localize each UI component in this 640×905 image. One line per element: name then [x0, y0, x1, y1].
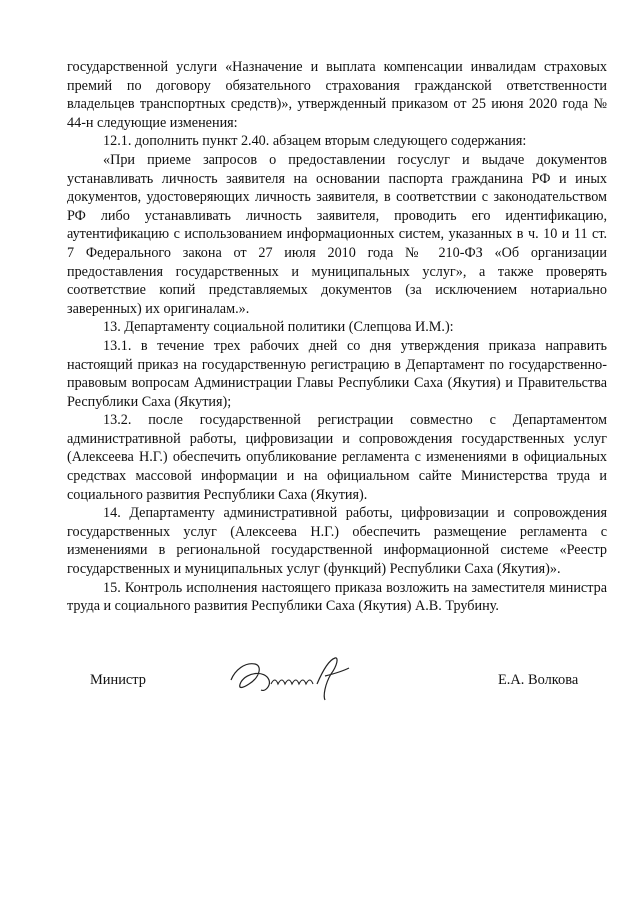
paragraph-12-1: 12.1. дополнить пункт 2.40. абзацем вторым следующего содержания: [103, 133, 527, 150]
paragraph-intro: государственной услуги «Назначение и выплата компенсации инвалидам страховых премий по договору обязательного страхования гражданской ответственности владельцев транспортных средств)», утвержденный приказом от 25 июня 2020 года № 44-н следующие изменения: [67, 59, 607, 131]
handwritten-signature [225, 650, 355, 702]
signatory-position: Министр [90, 672, 146, 688]
paragraph-13-2: 13.2. после государственной регистрации совместно с Департаментом административной работы, цифровизации и сопровождения государственных услуг (Алексеева Н.Г.) обеспечить опубликование регламента с изменениями в официальных средствах массовой информации и на официальном сайте Министерства труда и социального развития Республики Саха (Якутия). [67, 412, 607, 503]
paragraph-14: 14. Департаменту административной работы, цифровизации и сопровождения государственных услуг (Алексеева Н.Г.) обеспечить размещение регламента с изменениями в региональной государственной информационной системе «Реестр государственных и муниципальных услуг (функций) Республики Саха (Якутия)». [67, 505, 607, 578]
signatory-name: Е.А. Волкова [498, 672, 579, 688]
paragraph-13: 13. Департаменту социальной политики (Слепцова И.М.): [103, 319, 454, 336]
document-body [67, 58, 607, 616]
paragraph-15: 15. Контроль исполнения настоящего приказа возложить на заместителя министра труда и социального развития Республики Саха (Якутия) А.В. Трубину. [67, 579, 607, 615]
paragraph-13-1: 13.1. в течение трех рабочих дней со дня утверждения приказа направить настоящий приказ на государственную регистрацию в Департамент по государственно-правовым вопросам Администрации Главы Республики Саха (Якутия) и Правительства Республики Саха (Якутия); [67, 337, 607, 410]
paragraph-quote: «При приеме запросов о предоставлении госуслуг и выдаче документов устанавливать личность заявителя на основании паспорта гражданина РФ и иных документов, удостоверяющих личность заявителя, в соответствии с законодательством РФ либо устанавливать личность заявителя, проводить его идентификацию, аутентификацию с использованием информационных систем, указанных в ч. 10 и 11 ст. 7 Федерального закона от 27 июля 2010 года № 210-ФЗ «Об организации предоставления государственных и муниципальных услуг», а также проверять соответствие копий представляемых документов (за исключением нотариально заверенных) их оригиналам.». [67, 151, 607, 317]
signature-block [0, 650, 640, 710]
